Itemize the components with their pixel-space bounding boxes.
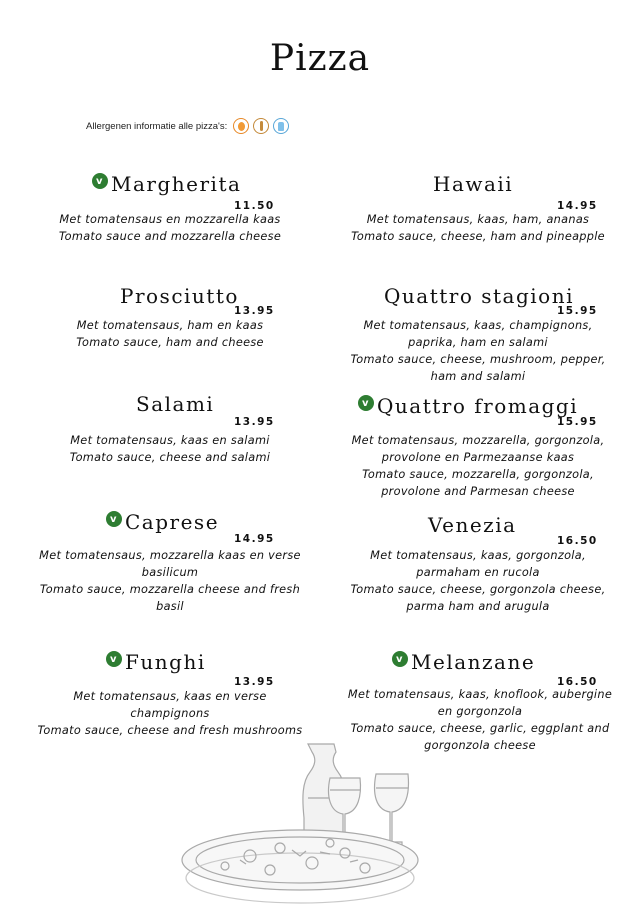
menu-item-description: Met tomatensaus, kaas, knoflook, aubergine en gorgonzola Tomato sauce, cheese, garlic, eggplant and gorgonzola cheese	[347, 688, 613, 752]
menu-item-description: Met tomatensaus, kaas, gorgonzola, parmaham en rucola Tomato sauce, cheese, gorgonzola cheese, parma ham and arugula	[350, 549, 606, 613]
menu-item-name: v Melanzane	[392, 650, 535, 674]
menu-item-name: Venezia	[428, 513, 517, 537]
menu-item-price: 11.50	[234, 200, 275, 212]
menu-item-description: Met tomatensaus en mozzarella kaas Tomato sauce and mozzarella cheese	[58, 213, 282, 243]
menu-item-price: 13.95	[234, 676, 275, 688]
menu-item-name: v Funghi	[106, 650, 206, 674]
page-title: Pizza	[269, 38, 371, 79]
allergen-label: Allergenen informatie alle pizza's:	[86, 120, 228, 132]
menu-item-name: v Margherita	[92, 172, 241, 196]
vegetarian-icon: v	[106, 651, 122, 667]
menu-item-price: 16.50	[557, 676, 598, 688]
wheat-icon	[253, 118, 269, 134]
menu-item-description: Met tomatensaus, kaas en salami Tomato sauce, cheese and salami	[69, 434, 271, 464]
menu-item-description: Met tomatensaus, mozzarella kaas en verse basilicum Tomato sauce, mozzarella cheese and fresh basil	[39, 549, 301, 613]
menu-item-name: v Quattro fromaggi	[358, 394, 578, 418]
menu-item-description: Met tomatensaus, mozzarella, gorgonzola, provolone en Parmezaanse kaas Tomato sauce, mozzarella, gorgonzola, provolone and Parmesan cheese	[351, 434, 605, 498]
vegetarian-icon: v	[106, 511, 122, 527]
menu-item-name: Prosciutto	[120, 284, 239, 308]
menu-item-name: Quattro stagioni	[384, 284, 574, 308]
allergen-info	[86, 118, 289, 134]
menu-item-name: Salami	[136, 392, 215, 416]
menu-item-description: Met tomatensaus, ham en kaas Tomato sauce, ham and cheese	[76, 319, 264, 349]
menu-item-price: 15.95	[557, 305, 598, 317]
menu-item-price: 14.95	[234, 533, 275, 545]
menu-item-price: 14.95	[557, 200, 598, 212]
menu-item-description: Met tomatensaus, kaas, ham, ananas Tomato sauce, cheese, ham and pineapple	[351, 213, 605, 243]
vegetarian-icon: v	[392, 651, 408, 667]
vegetarian-icon: v	[92, 173, 108, 189]
menu-item-description: Met tomatensaus, kaas, champignons, paprika, ham en salami Tomato sauce, cheese, mushroom, pepper, ham and salami	[350, 319, 606, 383]
egg-icon	[233, 118, 249, 134]
menu-item-name: v Caprese	[106, 510, 219, 534]
menu-item-price: 13.95	[234, 416, 275, 428]
pizza-wine-illustration	[180, 738, 440, 905]
menu-item-price: 13.95	[234, 305, 275, 317]
menu-item-price: 15.95	[557, 416, 598, 428]
menu-item-price: 16.50	[557, 535, 598, 547]
vegetarian-icon: v	[358, 395, 374, 411]
milk-icon	[273, 118, 289, 134]
menu-item-name: Hawaii	[433, 172, 514, 196]
menu-item-description: Met tomatensaus, kaas en verse champignons Tomato sauce, cheese and fresh mushrooms	[37, 690, 303, 737]
